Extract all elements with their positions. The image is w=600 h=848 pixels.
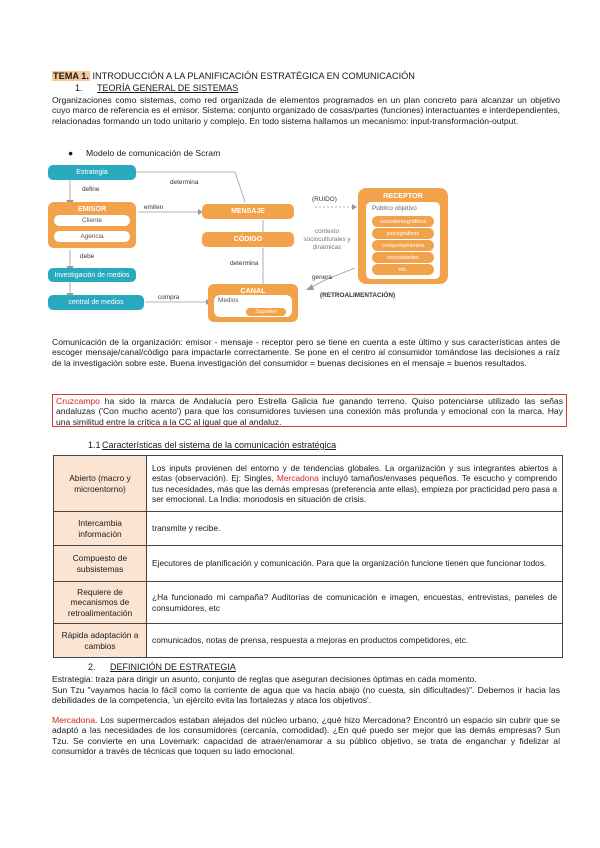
determina-top-label: determina [170,179,199,186]
genera-label: genera [312,274,332,281]
table-text-cell: comunicados, notas de prensa, respuesta a mejoras en productos competidores, etc. [147,624,563,658]
section-2-heading [88,662,236,673]
table-row [54,546,563,582]
section-1-paragraph: Organizaciones como sistemas, como red organizada de elementos programados en un plan concreto para alcanzar un objetivo cuyo marco de referencia es el emisor. Sistema: conjunto organizado de cosas/partes (funciones) interactuantes e interdependientes, relacionadas formando un todo unitario y complejo. En todo sistema hallamos un mecanismo: input-transformación-output. [52,95,560,126]
table-text-pre: Los inputs provienen del entorno y de tendencias globales. La organización y sus integrantes abiertos a estas (observación). Ej: Singles, [152,462,557,484]
mercadona-text: . Los supermercados estaban alejados del núcleo urbano, ¿qué hizo Mercadona? Encontró un espacio sin cubrir que se adaptó a las necesidades de los consumidores (cercanía, comodidad). ¿En qué puedo ser mejor que las demás empresas? Sun Tzu. Se convierte en una Lovemark: capacidad de atraer/enamorar a su público objetivo, se trata de enganchar y fidelizar al consumidor a través de técnicas que toquen su lado emocional. [52,715,560,757]
receptor-item-3: comportamientos [372,240,434,251]
cruzcampo-brand: Cruzcampo [56,396,100,406]
bullet-dot: ● [68,148,74,158]
estrategia-definition: Estrategia: traza para dirigir un asunto, conjunto de reglas que aseguran decisiones óptimas en cada momento. [52,674,477,684]
codigo-pill: CÓDIGO [202,232,294,247]
table-text-cell: Ejecutores de planificación y comunicación. Para que la organización funcione tienen que funcionar todos. [147,546,563,582]
section-2-title: DEFINICIÓN DE ESTRATEGIA [110,662,236,672]
canal-item-medios: Medios [218,297,239,304]
compra-label: compra [158,294,180,301]
receptor-item-5: etc. [372,264,434,275]
debe-label: debe [80,253,95,260]
section-1-1-title: Características del sistema de la comunicación estratégica [102,440,337,450]
sun-tzu-paragraph: Sun Tzu "vayamos hacia lo fácil como la corriente de agua que va hacia abajo (no cuesta, sin dificultades)". Debemos ir hacia las debilidades de la competencia, 'un ejército evita las fortalezas y ataca los objetivos'. [52,685,560,706]
table-label-cell: Compuesto de subsistemas [54,546,147,582]
communication-paragraph: Comunicación de la organización: emisor - mensaje - receptor pero se tiene en cuenta a este último y sus características antes de escoger mensaje/canal/código para impactarle correctamente. Se pone en el centro al consumidor tomándose las decisiones a raíz de la investigación sobre este. Buena investigación del consumidor = buenas decisiones en el mensaje = buenos resultados. [52,337,560,368]
determina-mid-label: determina [230,260,259,267]
section-1-heading [75,83,238,94]
receptor-label: RECEPTOR [383,191,423,200]
receptor-item-4: necesidades [372,252,434,263]
emisor-item-agencia: Agencia [54,231,130,242]
cruzcampo-box [52,394,567,427]
table-label-cell: Requiere de mecanismos de retroalimentación [54,582,147,624]
table-text-cell [147,456,563,512]
table-text-brand: Mercadona [276,473,319,484]
table-row [54,624,563,658]
emisor-item-cliente: Cliente [54,215,130,226]
contexto-label: contexto socioculturales y dinámicas [303,228,351,251]
receptor-item-2: psicográficos [372,228,434,239]
table-row [54,512,563,546]
bullet-item [68,148,220,159]
section-1-number: 1. [75,83,83,93]
canal-item-soportes: Soportes [246,308,286,316]
emisor-label: EMISOR [77,204,107,213]
title-text: INTRODUCCIÓN A LA PLANIFICACIÓN ESTRATÉGICA EN COMUNICACIÓN [89,71,415,81]
table-text-cell: ¿Ha funcionado mi campaña? Auditorías de comunicación e imagen, encuestas, entrevistas, paneles de consumidores, etc [147,582,563,624]
receptor-subtitle: Público objetivo [372,205,417,212]
central-medios-pill: central de medios [48,295,144,310]
table-label-cell: Intercambia información [54,512,147,546]
mensaje-pill: MENSAJE [202,204,294,219]
scram-diagram [40,160,460,325]
canal-label: CANAL [240,286,266,295]
bullet-text: Modelo de comunicación de Scram [86,148,221,158]
section-1-1-heading [88,440,336,451]
receptor-item-1: sociodemográficos [372,216,434,227]
section-1-1-number: 1.1 [88,440,101,450]
emiten-label: emiten [144,204,164,211]
table-text-post: incluyó tamaños/envases pequeños. Te escucho y comprendo tus necesidades, más que las demás empresas (preferencia ante ellas), empieza por practicidad pero pasa a ser emocional. La India: monodosis en situación de crisis. [152,473,558,504]
section-2-number: 2. [88,662,96,672]
define-label: define [82,186,100,193]
estrategia-pill: Estrategia [48,165,136,180]
cruzcampo-text: ha sido la marca de Andalucía pero Estrella Galicia fue ganando terreno. Quiso potenciarse utilizado las señas andaluzas ('Con mucho acento') para que los consumidores tuviesen una conexión más profunda y emocional con la marca. Hay una similitud entre la crítica a la CC al igual que al andaluz. [56,396,563,427]
table-text-cell: transmite y recibe. [147,512,563,546]
characteristics-table [53,455,563,658]
investigacion-medios-pill: Investigación de medios [48,268,136,282]
table-label-cell: Rápida adaptación a cambios [54,624,147,658]
retroalimentacion-label: (RETROALIMENTACIÓN) [320,292,396,299]
page-title [52,71,415,82]
table-row [54,456,563,512]
section-1-title: TEORÍA GENERAL DE SISTEMAS [97,83,239,93]
table-row [54,582,563,624]
receptor-inner [366,202,440,279]
mercadona-paragraph [52,715,560,757]
ruido-label: (RUIDO) [312,196,337,203]
table-label-cell: Abierto (macro y microentorno) [54,456,147,512]
mercadona-brand: Mercadona [52,715,95,725]
title-highlight: TEMA 1. [53,71,89,81]
